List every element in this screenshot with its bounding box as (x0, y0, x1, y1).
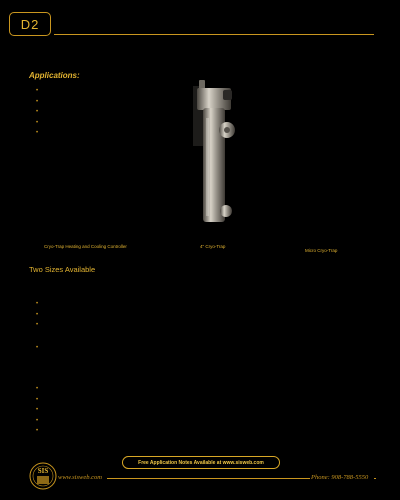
svg-text:SIS: SIS (37, 467, 49, 475)
caption-cryo-trap: 4" Cryo-Trap (200, 244, 226, 249)
header-rule (54, 34, 374, 35)
footer-rule-end (374, 478, 376, 479)
caption-micro-cryo-trap: Micro Cryo-Trap (305, 248, 338, 253)
applications-heading: Applications: (29, 71, 80, 80)
sis-logo (29, 462, 57, 490)
cryo-trap-photo (188, 78, 246, 228)
sizes-heading: Two Sizes Available (29, 265, 96, 274)
footer-rule (107, 478, 310, 479)
section-code: D2 (20, 16, 40, 32)
application-notes-link[interactable]: Free Application Notes Available at www.sisweb.com (122, 456, 280, 469)
section-badge (9, 12, 51, 36)
footer-phone: Phone: 908-788-5550 (311, 474, 369, 481)
caption-controller: Cryo-Trap Heating and Cooling Controller (44, 244, 127, 249)
footer-url[interactable]: www.sisweb.com (58, 474, 102, 481)
